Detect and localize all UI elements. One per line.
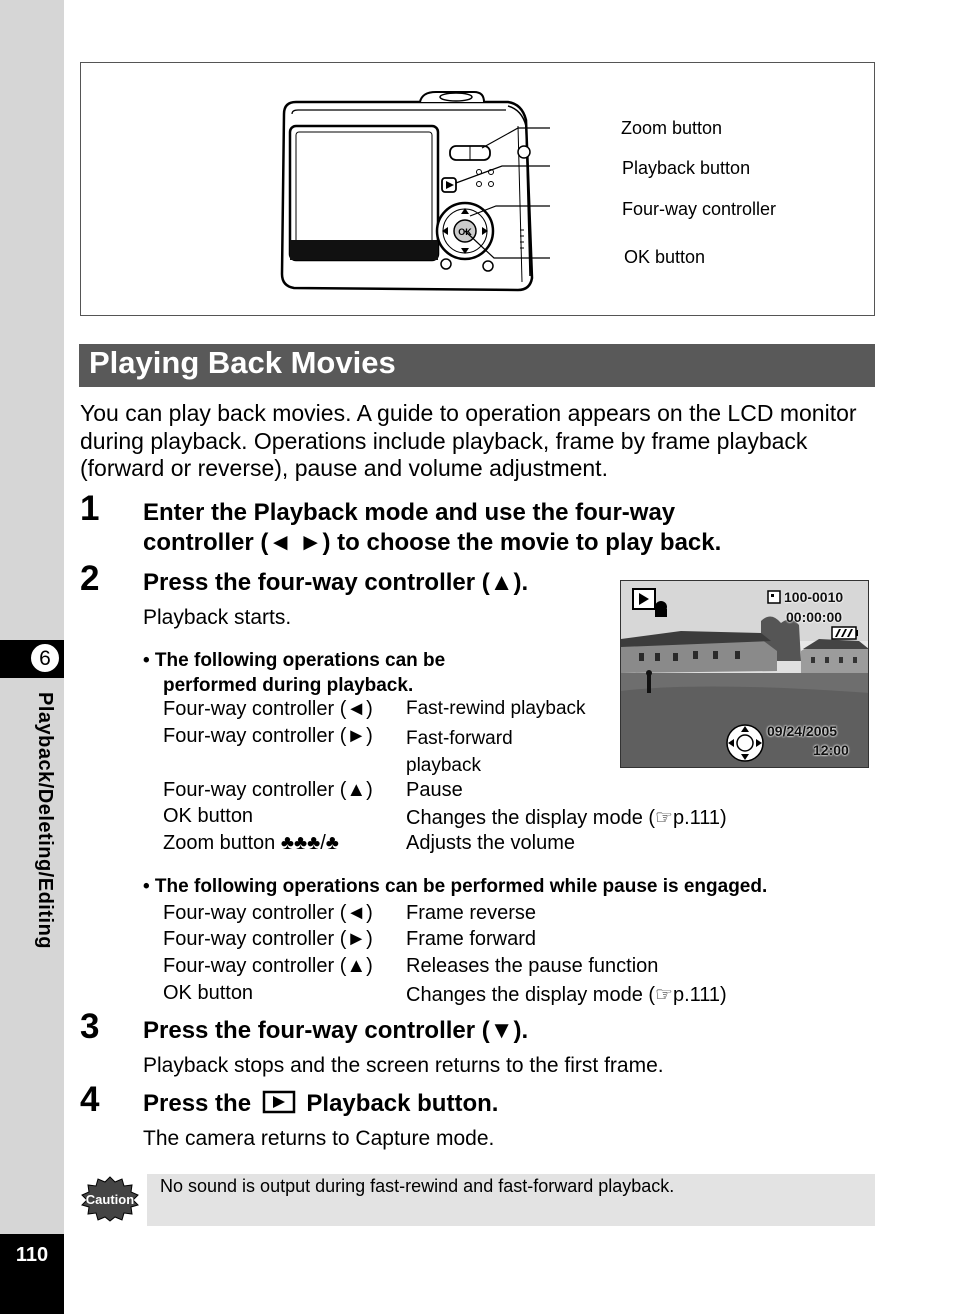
op-desc: Fast-forward playback xyxy=(406,728,513,776)
step-3-heading: Press the four-way controller (▼). xyxy=(143,1017,529,1044)
lcd-playback-screen xyxy=(620,580,869,768)
step-2-body: Playback starts. xyxy=(143,606,292,629)
step-3-number: 3 xyxy=(80,1007,100,1046)
camera-ok-label: OK xyxy=(458,227,472,237)
folder-icon xyxy=(767,590,781,604)
page-number: 110 xyxy=(15,1244,49,1266)
intro-paragraph: You can play back movies. A guide to operation appears on the LCD monitor during playback. Operations include playback, frame by frame playback (forward or reverse), pause and volume adjustment. xyxy=(80,400,857,481)
op-key: Four-way controller (▲) xyxy=(163,955,373,977)
op-key: Four-way controller (▲) xyxy=(163,779,373,801)
step-1-heading-line1: Enter the Playback mode and use the four-way xyxy=(143,499,676,526)
four-way-guide-icon xyxy=(725,723,765,763)
screen-time-counter: 00:00:00 xyxy=(786,609,843,625)
caution-icon xyxy=(81,1176,139,1222)
step-4-heading-pre: Press the xyxy=(143,1090,252,1117)
step-4-body: The camera returns to Capture mode. xyxy=(143,1127,495,1150)
op-desc: Releases the pause function xyxy=(406,955,659,977)
screen-file-number: 100-0010 xyxy=(784,589,844,605)
bullet-pause-ops: • The following operations can be performed while pause is engaged. xyxy=(143,876,768,897)
op-key: Four-way controller (◄) xyxy=(163,902,373,924)
caution-badge-label: Caution xyxy=(85,1192,135,1207)
op-desc: Changes the display mode (☞p.111) xyxy=(406,807,727,829)
op-key: Four-way controller (►) xyxy=(163,928,373,950)
camera-back-illustration xyxy=(270,90,550,300)
caution-text: No sound is output during fast-rewind and fast-forward playback. xyxy=(160,1176,675,1196)
op-desc: Fast-rewind playback xyxy=(406,698,586,719)
op-key: OK button xyxy=(163,982,254,1004)
playback-button-icon xyxy=(262,1090,296,1114)
screen-time: 12:00 xyxy=(813,742,849,758)
battery-icon xyxy=(831,626,859,640)
step-3-body: Playback stops and the screen returns to the first frame. xyxy=(143,1054,664,1077)
op-desc: Frame reverse xyxy=(406,902,537,924)
step-4-heading xyxy=(143,1089,498,1119)
step-4-heading-post: Playback button. xyxy=(306,1090,499,1117)
step-1-number: 1 xyxy=(80,489,100,528)
bullet-playback-ops-line2: performed during playback. xyxy=(163,675,414,696)
step-2-heading: Press the four-way controller (▲). xyxy=(143,569,529,596)
screen-date: 09/24/2005 xyxy=(767,723,838,739)
callout-ok-button: OK button xyxy=(624,247,706,267)
op-key: Four-way controller (◄) xyxy=(163,698,373,720)
callout-four-way-controller: Four-way controller xyxy=(622,199,777,219)
chapter-title: Playback/Deleting/Editing xyxy=(34,692,56,950)
op-desc: Changes the display mode (☞p.111) xyxy=(406,984,727,1006)
op-key: OK button xyxy=(163,805,254,827)
op-key: Zoom button ♣♣♣/♣ xyxy=(163,832,339,854)
bullet-playback-ops-line1: • The following operations can be xyxy=(143,650,446,671)
step-1-heading-line2: controller (◄ ►) to choose the movie to play back. xyxy=(143,529,722,556)
op-desc: Adjusts the volume xyxy=(406,832,575,854)
callout-playback-button: Playback button xyxy=(622,158,751,178)
step-4-number: 4 xyxy=(80,1080,100,1119)
callout-zoom-button: Zoom button xyxy=(621,118,723,138)
movie-playback-icon xyxy=(631,587,671,619)
op-key: Four-way controller (►) xyxy=(163,725,373,747)
step-2-number: 2 xyxy=(80,559,100,598)
op-desc: Frame forward xyxy=(406,928,537,950)
section-title: Playing Back Movies xyxy=(89,345,396,380)
op-desc: Pause xyxy=(406,779,463,801)
chapter-number: 6 xyxy=(30,643,60,673)
